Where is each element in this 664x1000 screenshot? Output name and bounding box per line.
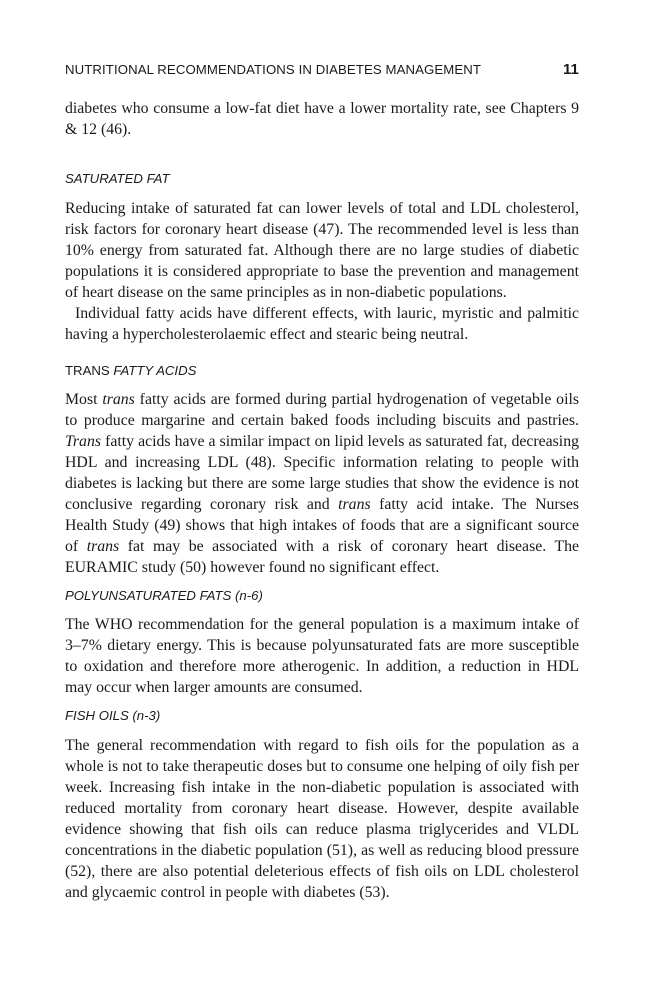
saturated-fat-paragraph-1: Reducing intake of saturated fat can lower levels of total and LDL cholesterol, risk factors for coronary heart disease (47). The recommended level is less than 10% energy from saturated fat. Although there are no large studies of diabetic populations it is considered appropriate to base the prevention and management of heart disease on the same principles as in non-diabetic populations. [65, 200, 579, 301]
saturated-fat-paragraph-2: Individual fatty acids have different effects, with lauric, myristic and palmitic having a hypercholesterolaemic effect and stearic being neutral. [65, 305, 579, 343]
trans-fat-heading [65, 362, 196, 380]
trans-fat-em-2: Trans [65, 433, 102, 450]
running-header [65, 60, 579, 80]
polyunsaturated-heading-text: POLYUNSATURATED FATS (n-6) [65, 588, 263, 603]
trans-fat-heading-italic: FATTY ACIDS [113, 363, 197, 378]
polyunsaturated-section [65, 614, 579, 698]
running-header-title: NUTRITIONAL RECOMMENDATIONS IN DIABETES MANAGEMENT [65, 62, 482, 77]
intro-paragraph: diabetes who consume a low-fat diet have a lower mortality rate, see Chapters 9 & 12 (46). [65, 100, 579, 138]
trans-fat-em-1: trans [102, 391, 135, 408]
fish-oils-heading-text: FISH OILS (n-3) [65, 708, 161, 723]
saturated-fat-heading-text: SATURATED FAT [65, 171, 170, 186]
trans-fat-text-4b: fat may be associated with a risk of coronary heart disease. The EURAMIC study (50) however found no significant effect. [65, 538, 580, 576]
trans-fat-paragraph [65, 389, 579, 578]
trans-fat-em-3: trans [338, 496, 371, 513]
fish-oils-paragraph: The general recommendation with regard to fish oils for the population as a whole is not to take therapeutic doses but to consume one helping of oily fish per week. Increasing fish intake in the non-diabetic population is associated with reduced mortality from coronary heart disease. However, despite available evidence showing that fish oils can reduce plasma triglycerides and VLDL concentrations in the diabetic population (51), as well as reducing blood pressure (52), there are also potential deleterious effects of fish oils on LDL cholesterol and glycaemic control in people with diabetes (53). [65, 737, 579, 901]
trans-fat-text-1b: fatty acids are formed during partial hydrogenation of vegetable oils to produce margarine and certain baked foods including biscuits and pastries. [65, 391, 580, 429]
polyunsaturated-heading [65, 587, 263, 605]
polyunsaturated-paragraph: The WHO recommendation for the general population is a maximum intake of 3–7% dietary energy. This is because polyunsaturated fats are more susceptible to oxidation and therefore more atherogenic. In addition, a reduction in HDL may occur when larger amounts are consumed. [65, 616, 579, 696]
fish-oils-section [65, 735, 579, 903]
saturated-fat-heading [65, 170, 170, 188]
trans-fat-section [65, 389, 579, 578]
saturated-fat-section [65, 198, 579, 345]
trans-fat-text-3b: fatty acid intake. The Nurses Health Study (49) shows that high intakes of foods that are a significant source of [65, 496, 579, 555]
page-number: 11 [562, 61, 579, 78]
trans-fat-text-1a: Most [65, 391, 103, 408]
fish-oils-heading [65, 707, 160, 725]
trans-fat-em-4: trans [86, 538, 120, 555]
trans-fat-text-2b: fatty acids have a similar impact on lipid levels as saturated fat, decreasing HDL and increasing LDL (48). Specific information relating to people with diabetes is lacking but there are some large studies that show the evidence is not conclusive regarding coronary risk and [65, 433, 579, 513]
trans-fat-heading-upright: TRANS [65, 363, 110, 378]
